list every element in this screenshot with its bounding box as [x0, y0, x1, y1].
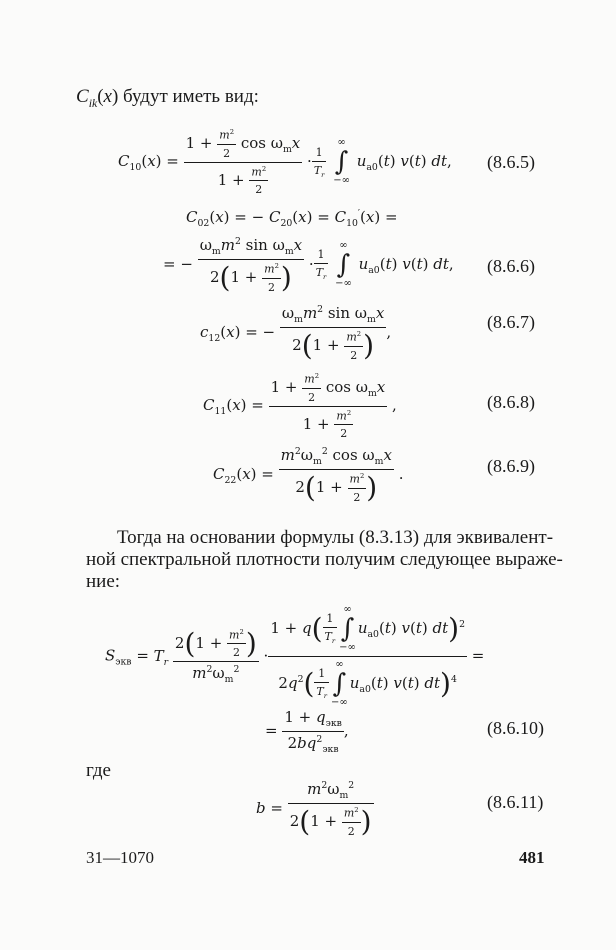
equation-number: (8.6.5)	[487, 152, 535, 172]
equation-number: (8.6.8)	[487, 392, 535, 412]
equation-8-6-9: $C_{22}(x)$ = $m^2\omega_m^2$ $\cos \omega_mx$ 2(1 + $\frac{m^2}{2}$ ) .	[213, 446, 404, 504]
equation-8-6-11: b = $m^2\omega_m^2$ 2(1 + $\frac{m^2}{2}$ )	[256, 780, 372, 838]
equation-number: (8.6.6)	[487, 256, 535, 276]
equation-8-6-10: = $\frac{1 + q_{экв}}{2bq^2_{экв}}$ ,	[265, 708, 349, 755]
paragraph-line-2: ной спектральной плотности получим следующее выраже-	[86, 549, 563, 570]
equation-8-6-8: $C_{11}(x)$ = 1 + $\frac{m^2}{2}$ $\cos \omega_mx$ 1 + $\frac{m^2}{2}$ ,	[203, 372, 397, 441]
paragraph-line-3: ние:	[86, 571, 121, 592]
footer-signature: 31—1070	[86, 848, 154, 867]
intro-line: $C_{ik}(x)$ будут иметь вид:	[76, 86, 259, 110]
equation-8-6-6-line1: $C_{02}(x)$ = − $C_{20}(x) = C_{10}'(x)$ =	[186, 208, 398, 229]
paragraph-line-1: Тогда на основании формулы (8.3.13) для эквивалент-	[117, 527, 554, 548]
equation-8-6-5: $C_{10}(x)$ = 1 + $\frac{m^2}{2}$ $\cos \omega_mx$ 1 + $\frac{m^2}{2}$ · $\frac{1}{T_r}$ ∞ ∫ −∞ $u_{a0}(t)$ v(t) dt,	[118, 128, 452, 197]
equation-s-ekv: $S_{экв} = T_r$ 2(1 + $\frac{m^2}{2}$ ) $m^2\omega_m^2$ · 1 + q( $\frac{1}{T_r}$ ∞ ∫ $-\infty u_{a0}(t)$ v(t) dt)$^2$ $2q^2$( $\frac{1}{T_r}$ ∞ ∫ $-\infty u_{a0}(t)$ v(t) dt)$^4$ =	[105, 604, 485, 708]
equation-number: (8.6.10)	[487, 718, 544, 738]
equation-number: (8.6.11)	[487, 792, 544, 812]
equation-number: (8.6.7)	[487, 312, 535, 332]
equation-8-6-6-line2: = − $\omega_mm^2$ $\sin \omega_mx$ 2(1 + $\frac{m^2}{2}$ ) · $\frac{1}{T_r}$ ∞ ∫ −∞ $u_{a0}(t)$ v(t) dt,	[163, 236, 454, 294]
equation-8-6-7: $c_{12}(x)$ = − $\omega_mm^2$ $\sin \omega_mx$ 2(1 + $\frac{m^2}{2}$ ) ,	[200, 304, 392, 362]
page-number: 481	[519, 848, 545, 867]
where-word: где	[86, 760, 111, 781]
equation-number: (8.6.9)	[487, 456, 535, 476]
